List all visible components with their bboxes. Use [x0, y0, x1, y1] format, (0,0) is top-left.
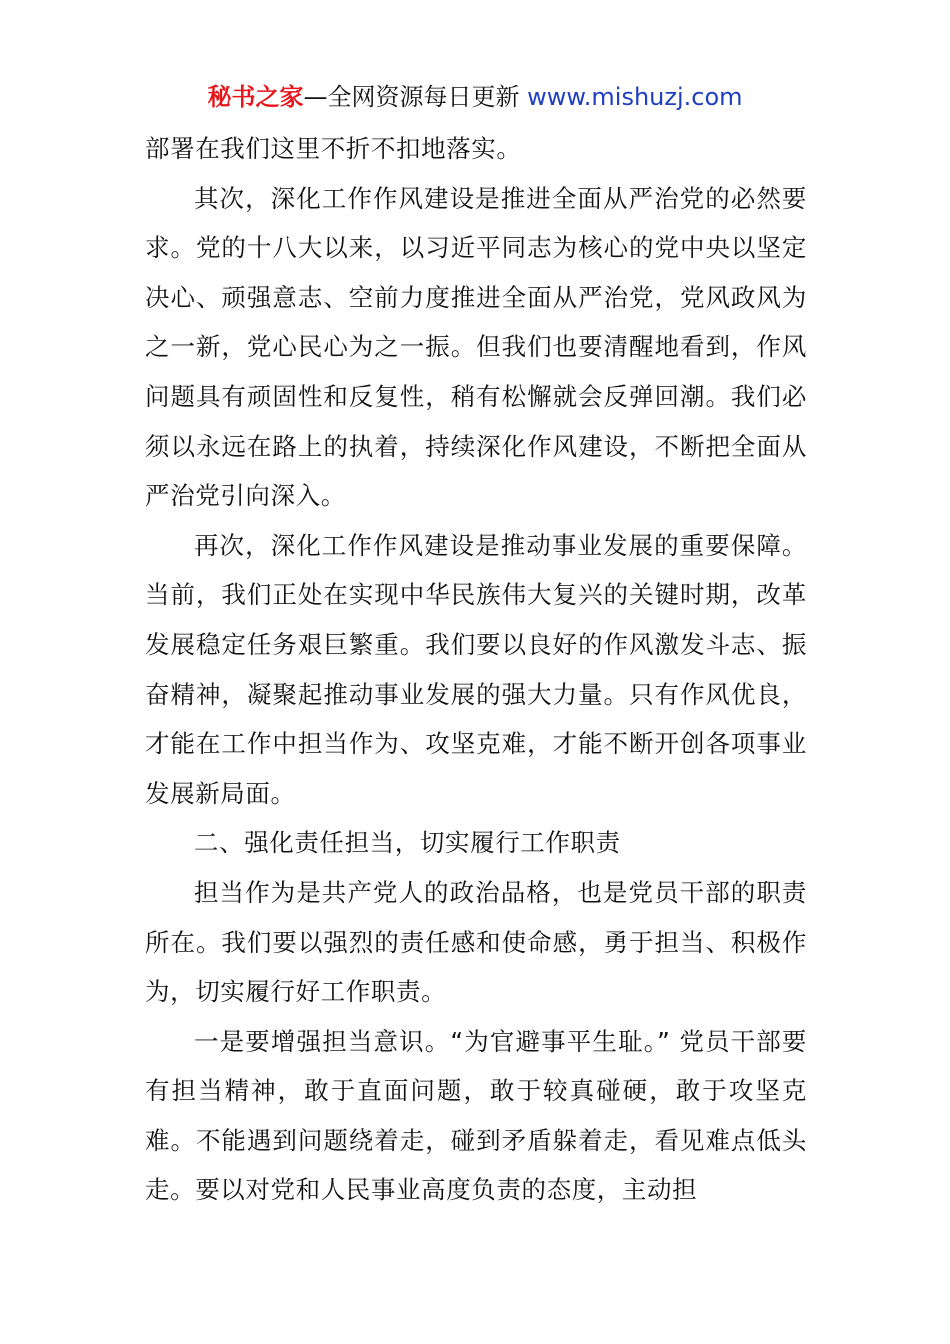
- paragraph: 一是要增强担当意识。“为官避事平生耻。” 党员干部要有担当精神，敢于直面问题，敢于较真碰硬，敢于攻坚克难。不能遇到问题绕着走，碰到矛盾躲着走，看见难点低头走。要以对党和人民事业高度负责的态度，主动担: [145, 1026, 807, 1205]
- paragraph: 其次，深化工作作风建设是推进全面从严治党的必然要求。党的十八大以来，以习近平同志为核心的党中央以坚定决心、顽强意志、空前力度推进全面从严治党，党风政风为之一新，党心民心为之一振。但我们也要清醒地看到，作风问题具有顽固性和反复性，稍有松懈就会反弹回潮。我们必须以永远在路上的执着，持续深化作风建设，不断把全面从严治党引向深入。: [145, 183, 807, 511]
- site-url-link[interactable]: www.mishuzj.com: [527, 83, 743, 111]
- paragraph-continuation: 部署在我们这里不折不扣地落实。: [145, 134, 522, 163]
- document-body: [145, 124, 807, 1215]
- paragraph: 再次，深化工作作风建设是推动事业发展的重要保障。当前，我们正处在实现中华民族伟大复兴的关键时期，改革发展稳定任务艰巨繁重。我们要以良好的作风激发斗志、振奋精神，凝聚起推动事业发展的强大力量。只有作风优良，才能在工作中担当作为、攻坚克难，才能不断开创各项事业发展新局面。: [145, 530, 807, 808]
- site-brand: 秘书之家: [207, 83, 304, 111]
- site-header: [0, 80, 950, 114]
- paragraph: 担当作为是共产党人的政治品格，也是党员干部的职责所在。我们要以强烈的责任感和使命感，勇于担当、积极作为，切实履行好工作职责。: [145, 877, 807, 1007]
- site-tagline: —全网资源每日更新: [303, 83, 528, 111]
- section-heading: 二、强化责任担当，切实履行工作职责: [194, 828, 621, 858]
